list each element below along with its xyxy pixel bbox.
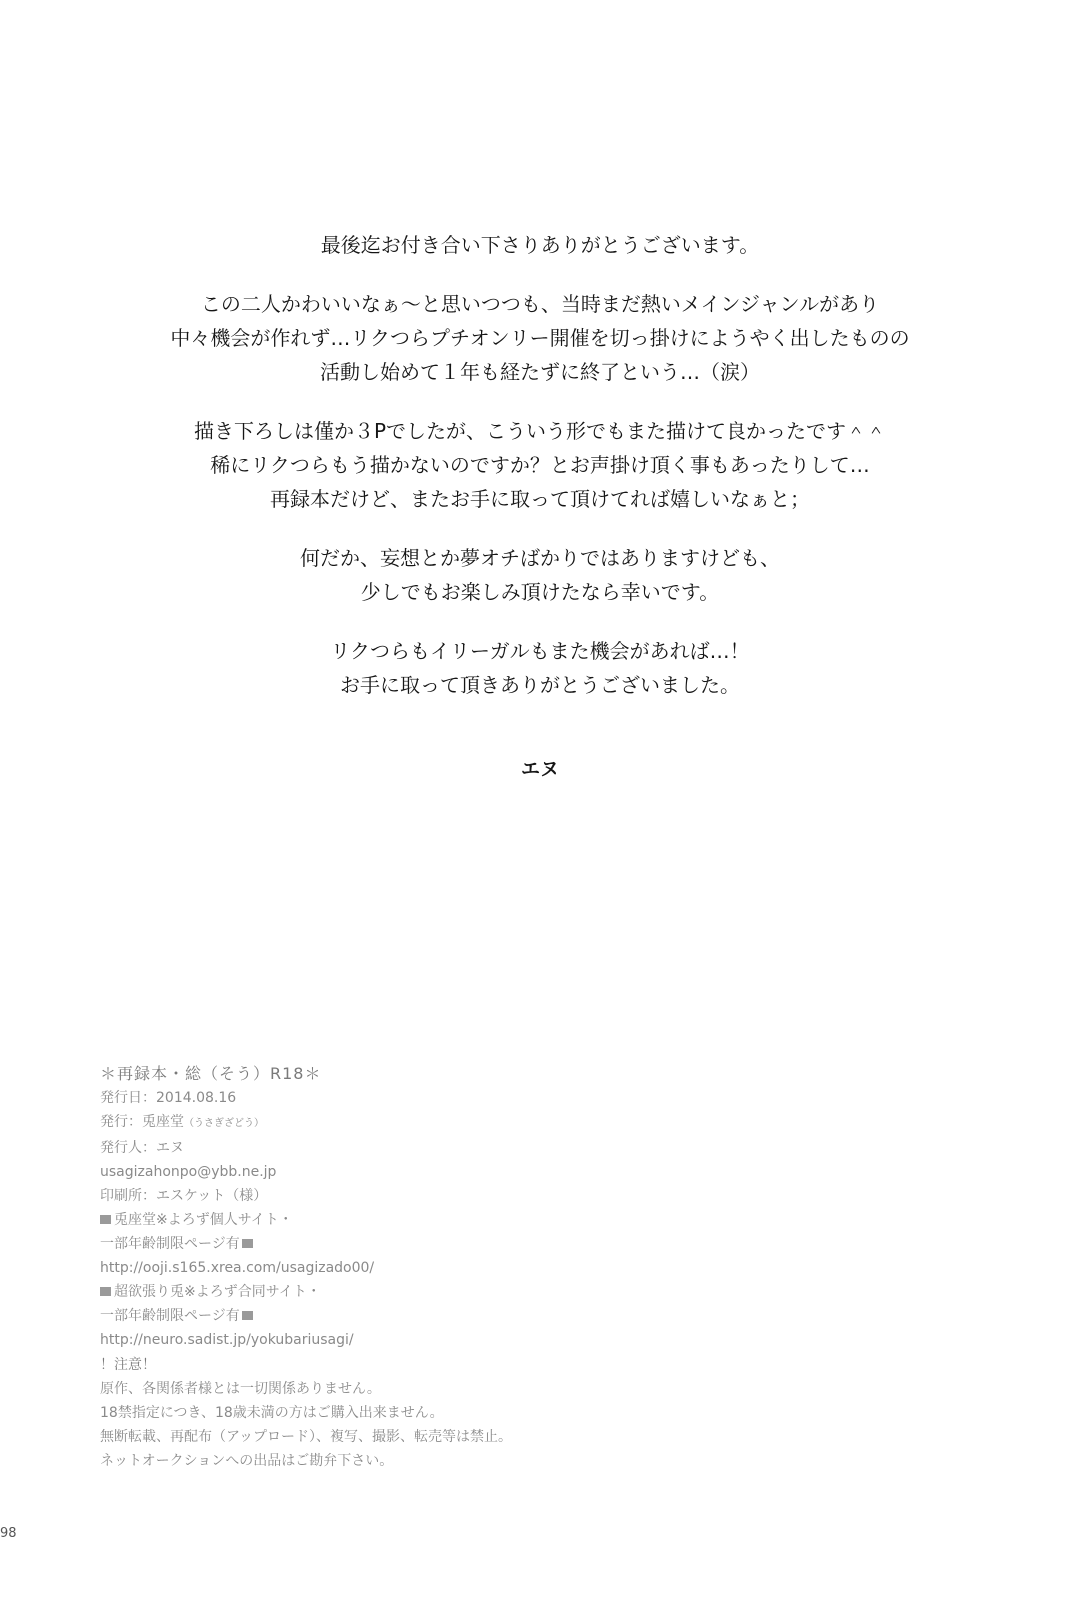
afterword-line: お手に取って頂きありがとうございました。 — [340, 673, 740, 697]
afterword-line: 活動し始めて１年も経たずに終了という…（涙） — [320, 360, 760, 384]
contact-email: usagizahonpo@ybb.ne.jp — [100, 1164, 277, 1180]
afterword-line: この二人かわいいなぁ〜と思いつつも、当時まだ熱いメインジャンルがあり — [200, 292, 880, 316]
afterword-line: 稀にリクつらもう描かないのですか？とお声掛け頂く事もあったりして… — [210, 453, 870, 477]
author-signature: エヌ — [520, 758, 559, 780]
square-bullet-icon — [242, 1239, 253, 1248]
notice-line: 無断転載、再配布（アップロード）、複写、撮影、転売等は禁止。 — [100, 1429, 513, 1445]
colophon — [100, 1062, 800, 1352]
publisher-reading: （うさぎざどう） — [184, 1118, 264, 1129]
afterword-line: 描き下ろしは僅か３Pでしたが、こういう形でもまた描けて良かったです＾＾ — [193, 419, 887, 443]
afterword-paragraph-3 — [0, 414, 1080, 516]
page-number: 98 — [0, 1526, 17, 1541]
afterword-line: 少しでもお楽しみ頂けたなら幸いです。 — [360, 580, 720, 604]
afterword-paragraph-2 — [0, 287, 1080, 389]
afterword-paragraph-4 — [0, 541, 1080, 609]
square-bullet-icon — [100, 1287, 111, 1296]
notice-line: ネットオークションへの出品はご勘弁下さい。 — [100, 1453, 394, 1469]
site2-url: http://neuro.sadist.jp/yokubariusagi/ — [100, 1332, 354, 1348]
afterword — [0, 228, 1080, 786]
square-bullet-icon — [100, 1215, 111, 1224]
site1-name-line — [100, 1208, 800, 1232]
site2-name-line — [100, 1280, 800, 1304]
afterword-line: リクつらもイリーガルもまた機会があれば…！ — [330, 639, 750, 663]
site1-note-line — [100, 1232, 800, 1256]
issue-date: 発行日：2014.08.16 — [100, 1090, 237, 1106]
site1-name: 兎座堂※よろず個人サイト・ — [114, 1212, 293, 1228]
afterword-paragraph-5 — [0, 634, 1080, 702]
publisher: 発行：兎座堂 — [100, 1114, 184, 1130]
colophon-title: ＊再録本・総（そう）R18＊ — [100, 1064, 322, 1083]
site1-url: http://ooji.s165.xrea.com/usagizado00/ — [100, 1260, 375, 1276]
issuer: 発行人：エヌ — [100, 1140, 184, 1156]
printer: 印刷所：エスケット（様） — [100, 1188, 268, 1204]
afterword-line: 何だか、妄想とか夢オチばかりではありますけども、 — [300, 546, 780, 570]
site2-note: 一部年齢制限ページ有 — [100, 1308, 240, 1324]
publisher-line — [100, 1110, 800, 1136]
afterword-paragraph-1 — [0, 228, 1080, 262]
notice-line: 18禁指定につき、18歳未満の方はご購入出来ません。 — [100, 1405, 444, 1421]
notice-heading: ！注意！ — [100, 1357, 156, 1373]
site1-note: 一部年齢制限ページ有 — [100, 1236, 240, 1252]
notice-line: 原作、各関係者様とは一切関係ありません。 — [100, 1381, 381, 1397]
site2-note-line — [100, 1304, 800, 1328]
afterword-line: 再録本だけど、またお手に取って頂けてれば嬉しいなぁと； — [270, 487, 810, 511]
square-bullet-icon — [242, 1311, 253, 1320]
afterword-line: 中々機会が作れず…リクつらプチオンリー開催を切っ掛けにようやく出したものの — [170, 326, 910, 350]
site2-name: 超欲張り兎※よろず合同サイト・ — [114, 1284, 321, 1300]
afterword-line: 最後迄お付き合い下さりありがとうございます。 — [320, 233, 760, 257]
notice-section — [100, 1353, 820, 1473]
